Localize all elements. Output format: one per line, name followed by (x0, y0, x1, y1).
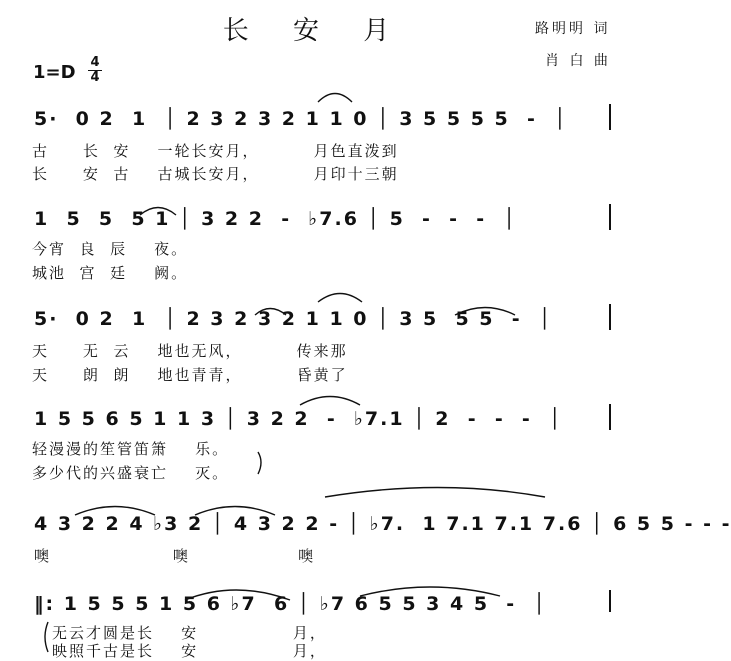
notation-line: 5· 0 2 1 │ 2 3 2 3 2 1 1 0 │ 3 5 5 5 5 - │ (34, 108, 568, 130)
slur-mark (325, 488, 545, 498)
lyric-verse-1: 轻漫漫的笙管笛箫 乐。 (32, 440, 230, 458)
lyric-verse-1: 今宵 良 辰 夜。 (32, 240, 189, 258)
lyricist-credit: 路明明 词 (535, 21, 611, 37)
lyric-verse-2: 多少代的兴盛衰亡 灭。 (32, 464, 230, 482)
time-sig-top: 4 (90, 55, 100, 70)
notation-line: ‖: 1 5 5 5 1 5 6 ♭7 6 │ ♭7 6 5 5 3 4 5 - │ (34, 593, 547, 615)
time-signature (88, 56, 102, 85)
lyric-verse-1: 天 无 云 地也无风， 传来那 (32, 342, 348, 360)
lyric-verse-2: 城池 宫 廷 阙。 (32, 264, 189, 282)
lyric-verse-2: 长 安 古 古城长安月， 月印十三朝 (32, 165, 399, 183)
lyric-verse-2: 映照千古是长 安 月， (52, 642, 327, 660)
notation-line: 5· 0 2 1 │ 2 3 2 3 2 1 1 0 │ 3 5 5 5 - │ (34, 308, 553, 330)
lyric-verse-1: 无云才圆是长 安 月， (52, 624, 327, 642)
key-signature: 1=D (33, 62, 76, 83)
notation-line: 4 3 2 2 4 ♭3 2 │ 4 3 2 2 - │ ♭7. 1 7.1 7.1 7.6 │ 6 5 5 - - - (34, 513, 731, 535)
lyric-verse-2: 天 朗 朗 地也青青， 昏黄了 (32, 366, 348, 384)
lyric-verse-1: 噢 噢 噢 (34, 547, 316, 565)
composer-credit: 肖 白 曲 (545, 53, 611, 69)
notation-line: 1 5 5 5 1 │ 3 2 2 - ♭7.6 │ 5 - - - │ (34, 208, 517, 230)
time-sig-bottom: 4 (88, 70, 102, 85)
notation-line: 1 5 5 6 5 1 1 3 │ 3 2 2 - ♭7.1 │ 2 - - - │ (34, 408, 563, 430)
lyric-verse-1: 古 长 安 一轮长安月， 月色直泼到 (32, 142, 399, 160)
song-title: 长 安 月 (222, 16, 408, 46)
